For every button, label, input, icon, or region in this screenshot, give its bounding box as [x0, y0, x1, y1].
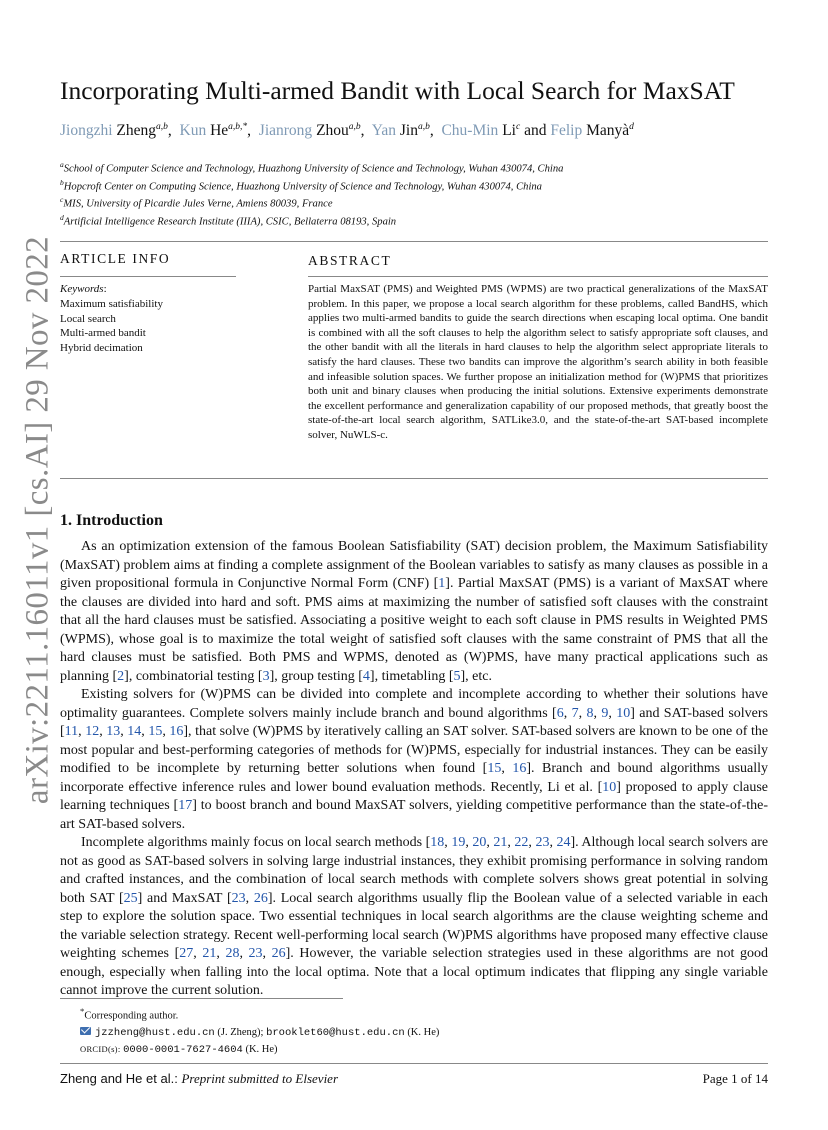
- section-heading: [60, 512, 163, 530]
- author-separator: ,: [247, 122, 255, 140]
- body-text: ]. However, the variable selection strategies used in these algorithms are not good enough, especially when falling into the local optima. Note that a local optimum indicates that flipping any single variable cannot improve the current solution.: [60, 946, 769, 998]
- footnote-divider: [60, 998, 343, 999]
- author-family-name: Manyà: [586, 122, 630, 140]
- citation-link[interactable]: 23: [248, 946, 263, 961]
- body-text: ]. Although local search solvers are not as good as SAT-based solvers in solving large industrial instances, they exhibit promising performance in solving random and crafted instances, and the combination of local search methods with complete solvers shows great potential in solving both SAT [: [60, 835, 769, 906]
- citation-link[interactable]: 16: [169, 724, 184, 739]
- header-divider: [60, 241, 768, 242]
- footnotes: *Corresponding author. jzzheng@hust.edu.cn (J. Zheng); brooklet60@hust.edu.cn (K. He) ORCID(s): 0000-0001-7627-4604 (K. He): [80, 1006, 440, 1056]
- author-separator: ,: [360, 122, 369, 140]
- arxiv-watermark: [14, 235, 62, 805]
- citation-link[interactable]: 1: [438, 576, 446, 591]
- body-text: ,: [162, 724, 170, 739]
- body-text: ,: [578, 705, 587, 721]
- author-given-name: Felip: [550, 122, 583, 140]
- citation-link[interactable]: 20: [472, 835, 487, 850]
- paper-title: Incorporating Multi-armed Bandit with Local Search for MaxSAT: [60, 76, 735, 105]
- body-text: ], timetabling [: [369, 668, 454, 684]
- body-text: ,: [549, 835, 557, 850]
- body-text: Incomplete algorithms mainly focus on local search methods [: [81, 835, 431, 850]
- affiliation-mark: b: [60, 177, 64, 187]
- body-text: ,: [608, 705, 617, 721]
- author-family-name: Zhou: [316, 122, 349, 140]
- orcid-owner: (K. He): [245, 1043, 278, 1055]
- body-text: ,: [486, 835, 494, 850]
- citation-link[interactable]: 23: [535, 835, 550, 850]
- affiliation-text: MIS, University of Picardie Jules Verne, Amiens 80039, France: [63, 198, 333, 210]
- body-paragraph: [60, 686, 768, 834]
- citation-link[interactable]: 3: [262, 668, 270, 684]
- citation-link[interactable]: 21: [493, 835, 508, 850]
- citation-link[interactable]: 17: [178, 798, 193, 813]
- citation-link[interactable]: 15: [487, 761, 502, 776]
- body-text: As an optimization extension of the famous Boolean Satisfiability (SAT) decision problem, the Maximum Satisfiability (MaxSAT) problem aims at finding a complete assignment of the Boolean variables to satisfy as many clauses as possible in a given propositional formula in Conjunctive Normal Form (CNF) [: [60, 539, 768, 591]
- body-paragraph: [60, 834, 768, 1001]
- introduction-body: [60, 538, 768, 1001]
- citation-link[interactable]: 21: [202, 946, 217, 961]
- body-text: ,: [78, 724, 86, 739]
- citation-link[interactable]: 12: [85, 724, 100, 739]
- author-given-name: Yan: [371, 122, 396, 140]
- citation-link[interactable]: 9: [601, 705, 609, 721]
- body-text: ] to boost branch and bound MaxSAT solvers, yielding competitive performance than the state-of-the-art SAT-based solvers.: [60, 798, 768, 832]
- body-text: ]. Partial MaxSAT (PMS) is a variant of MaxSAT where the clauses are divided into hard and soft. PMS aims at maximizing the number of satisfied soft clauses with the constraint that all the hard clauses must be satisfied. Associating a positive weight to each soft clause in PMS results in Weighted PMS (WPMS), whose goal is to maximize the total weight of satisfied soft clauses with the same constraint of PMS that all the hard clauses must be satisfied. Both PMS and WPMS, denoted as (W)PMS, have many practical applications such as planning [: [60, 576, 768, 684]
- body-text: ,: [465, 835, 473, 850]
- abstract-divider: [308, 276, 768, 277]
- citation-link[interactable]: 5: [453, 668, 461, 684]
- citation-link[interactable]: 18: [430, 835, 445, 850]
- body-paragraph: [60, 538, 768, 686]
- abstract-heading: ABSTRACT: [308, 253, 392, 268]
- orcid-id[interactable]: 0000-0001-7627-4604: [123, 1043, 243, 1056]
- body-text: ,: [501, 761, 513, 776]
- body-text: ,: [141, 724, 149, 739]
- author-given-name: Kun: [179, 122, 207, 140]
- section-number: 1.: [60, 512, 72, 529]
- corresponding-author-note: Corresponding author.: [84, 1010, 179, 1022]
- body-text: Existing solvers for (W)PMS can be divided into complete and incomplete according to whether their solutions have optimality guarantees. Complete solvers mainly include branch and bound algorithms [: [60, 687, 768, 721]
- affiliation: [60, 178, 768, 196]
- email-link[interactable]: brooklet60@hust.edu.cn: [266, 1026, 405, 1039]
- citation-link[interactable]: 2: [117, 668, 125, 684]
- body-text: ,: [239, 946, 249, 961]
- citation-link[interactable]: 6: [556, 705, 564, 721]
- citation-link[interactable]: 10: [616, 705, 631, 721]
- body-text: ]. Local search algorithms usually flip the Boolean value of a selected variable in each step to explore the solution space. Two essential techniques in local search algorithms are the clause weighting scheme and the variable selection strategy. Recent well-performing local search (W)PMS algorithms have proposed many effective clause weighting schemes [: [60, 890, 769, 961]
- author-family-name: Jin: [399, 122, 418, 140]
- citation-link[interactable]: 25: [123, 890, 138, 906]
- author-family-name: Zheng: [116, 122, 157, 140]
- body-text: ,: [216, 946, 226, 961]
- author-affiliation-mark: c: [515, 122, 521, 132]
- author-affiliation-mark: a,b,*: [228, 122, 248, 132]
- citation-link[interactable]: 15: [148, 724, 163, 739]
- body-text: ], etc.: [460, 668, 492, 684]
- keyword-item: Maximum satisfiability: [60, 297, 163, 310]
- body-text: ,: [444, 835, 452, 850]
- keyword-item: Local search: [60, 312, 116, 325]
- citation-link[interactable]: 26: [253, 890, 268, 906]
- body-text: ,: [528, 835, 536, 850]
- citation-link[interactable]: 14: [127, 724, 142, 739]
- keyword-item: Hybrid decimation: [60, 342, 143, 355]
- keyword-item: Multi-armed bandit: [60, 327, 146, 340]
- body-text: ] and MaxSAT [: [137, 890, 232, 906]
- citation-link[interactable]: 7: [571, 705, 579, 721]
- body-text: ] and SAT-based solvers [: [60, 705, 768, 739]
- author-separator: ,: [429, 122, 438, 140]
- affiliation-mark: d: [60, 212, 64, 222]
- article-info-heading: ARTICLE INFO: [60, 251, 171, 266]
- affiliation: [60, 213, 768, 231]
- body-text: ,: [193, 946, 203, 961]
- author-family-name: Li: [502, 122, 516, 140]
- email-owner: (K. He): [407, 1026, 440, 1038]
- keywords-label: Keywords: [60, 283, 104, 295]
- affiliation-mark: a: [60, 160, 64, 169]
- body-text: ], that solve (W)PMS by iteratively calling an SAT solver. SAT-based solvers are known to be one of the most popular and best-performing categories of methods for (W)PMS, especially for industrial instances. They can be easily modified to be incomplete by returning better solutions when found [: [60, 724, 769, 776]
- email-icon: [80, 1027, 91, 1035]
- section-title: Introduction: [76, 512, 163, 529]
- keywords-block: Keywords: Maximum satisfiability Local search Multi-armed bandit Hybrid decimation: [60, 283, 163, 355]
- body-text: ,: [262, 946, 272, 961]
- citation-link[interactable]: 11: [64, 724, 79, 739]
- author-affiliation-mark: a,b: [156, 122, 168, 132]
- email-owner: (J. Zheng);: [217, 1026, 264, 1038]
- author-and: and: [524, 122, 547, 140]
- email-link[interactable]: jzzheng@hust.edu.cn: [95, 1026, 215, 1039]
- body-text: ]. Branch and bound algorithms usually incorporate effective inference rules and lower bound evaluation methods. Recently, Li et al. [: [60, 761, 769, 795]
- article-info-divider: [60, 276, 236, 277]
- body-text: ,: [563, 705, 572, 721]
- author-given-name: Chu-Min: [441, 122, 499, 140]
- affiliation: [60, 195, 768, 213]
- abstract-text: Partial MaxSAT (PMS) and Weighted PMS (WPMS) are two practical generalizations of the MaxSAT problem. In this paper, we propose a local search algorithm for these problems, called BandHS, which applies two multi-armed bandits to guide the search directions when escaping local optima. One bandit is combined with all the soft clauses to help the algorithm select to satisfy appropriate soft clauses, and the other bandit with all the literals in hard clauses to help the algorithm select appropriate literals to satisfy the hard clauses. These two bandits can improve the algorithm’s search ability in both feasible and infeasible solution spaces. We further propose an initialization method for (W)PMS that prioritizes both unit and binary clauses when producing the initial solutions. Extensive experiments demonstrate the excellent performance and generalization capability of our proposed methods, that greatly boost the state-of-the-art local search algorithm, SATLike3.0, and the state-of-the-art SAT-based incomplete solver, NuWLS-c.: [308, 283, 768, 441]
- orcid-label: ORCID(s):: [80, 1043, 121, 1054]
- citation-link[interactable]: 27: [179, 946, 194, 961]
- citation-link[interactable]: 10: [602, 779, 617, 795]
- body-text: ], combinatorial testing [: [124, 668, 263, 684]
- body-text: ], group testing [: [269, 668, 363, 684]
- citation-link[interactable]: 26: [271, 946, 286, 961]
- affiliation-list: [60, 160, 768, 230]
- affiliation-text: Artificial Intelligence Research Institute (IIIA), CSIC, Bellaterra 08193, Spain: [63, 216, 397, 228]
- citation-link[interactable]: 24: [556, 835, 571, 850]
- author-affiliation-mark: a,b: [417, 122, 430, 132]
- footer-journal: Preprint submitted to Elsevier: [181, 1071, 339, 1086]
- body-text: ,: [593, 705, 602, 721]
- citation-link[interactable]: 8: [586, 705, 594, 721]
- body-text: ,: [99, 724, 107, 739]
- citation-link[interactable]: 4: [362, 668, 370, 684]
- citation-link[interactable]: 13: [106, 724, 121, 739]
- body-text: ,: [245, 890, 254, 906]
- footer-divider: [60, 1063, 768, 1064]
- author-affiliation-mark: a,b: [348, 122, 361, 132]
- affiliation-mark: c: [60, 195, 64, 204]
- page-number: Page 1 of 14: [702, 1071, 768, 1086]
- author-given-name: Jiongzhi: [60, 122, 113, 140]
- citation-link[interactable]: 19: [451, 835, 466, 850]
- author-list: [60, 122, 768, 140]
- arxiv-watermark-text: arXiv:2211.16011v1 [cs.AI] 29 Nov 2022: [19, 235, 56, 805]
- abstract-bottom-divider: [60, 478, 768, 479]
- citation-link[interactable]: 22: [514, 835, 529, 850]
- affiliation-text: Hopcroft Center on Computing Science, Huazhong University of Science and Technology, Wuhan 430074, China: [63, 181, 542, 193]
- author-separator: ,: [167, 122, 176, 140]
- citation-link[interactable]: 23: [231, 890, 246, 906]
- author-given-name: Jianrong: [258, 122, 313, 140]
- affiliation: [60, 160, 768, 178]
- affiliation-text: School of Computer Science and Technology, Huazhong University of Science and Technology, Wuhan 430074, China: [63, 163, 564, 175]
- author-family-name: He: [210, 122, 229, 140]
- footer-authors: Zheng and He et al.:: [60, 1071, 178, 1086]
- body-text: ,: [507, 835, 515, 850]
- author-affiliation-mark: d: [629, 122, 634, 132]
- body-text: ] proposed to apply clause learning techniques [: [60, 779, 768, 813]
- citation-link[interactable]: 16: [512, 761, 527, 776]
- body-text: ,: [120, 724, 128, 739]
- citation-link[interactable]: 28: [225, 946, 240, 961]
